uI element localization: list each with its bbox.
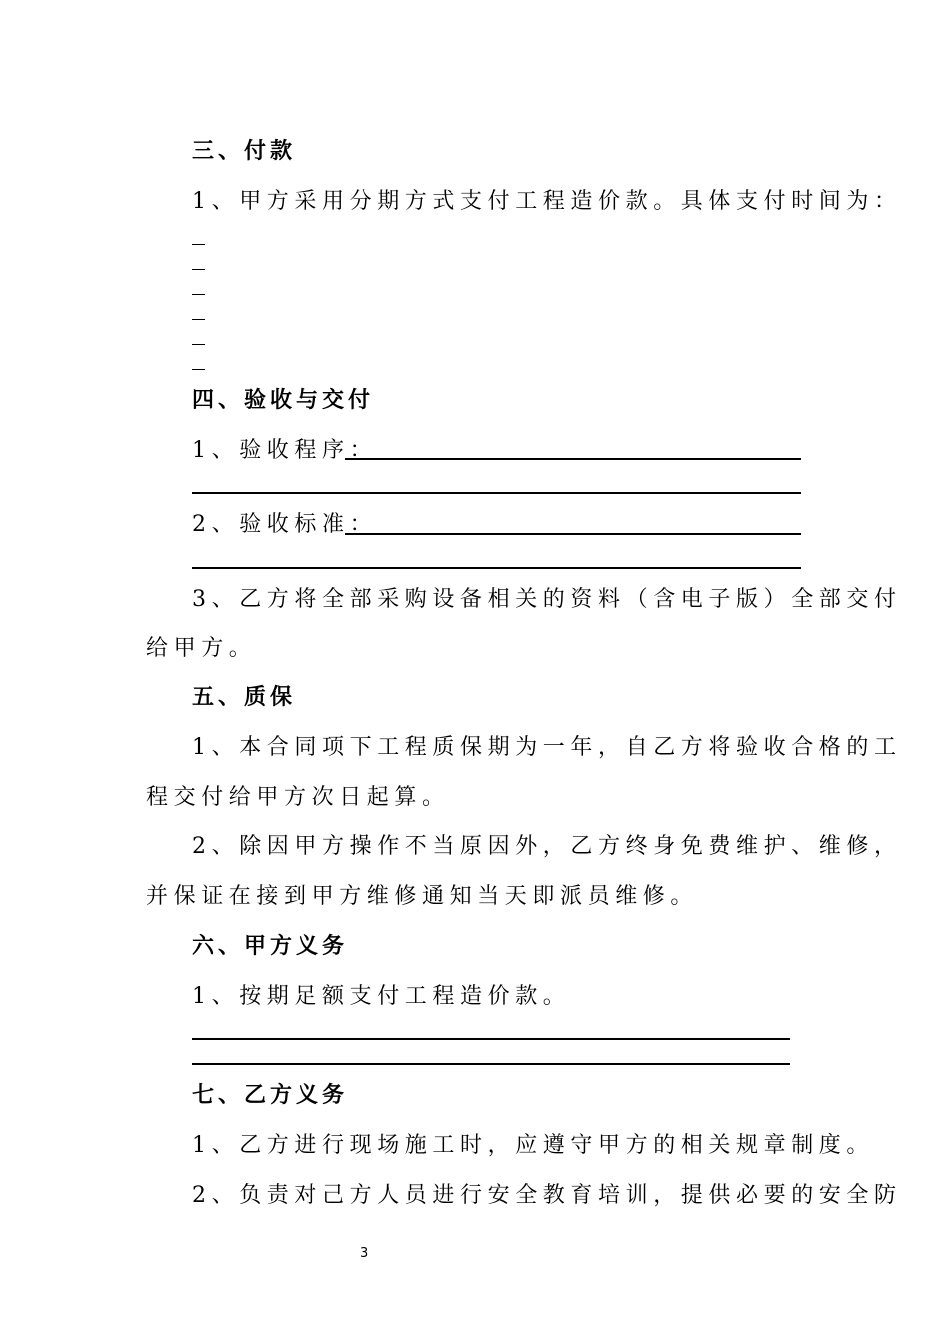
warranty-clause-1-line2: 程交付给甲方次日起算。 (146, 785, 450, 810)
blank-line-1 (192, 244, 205, 245)
acceptance-standard-fill-line-2 (192, 567, 801, 569)
acceptance-standard-fill-line (345, 533, 801, 535)
party-b-clause-2-line1: 2、负责对己方人员进行安全教育培训，提供必要的安全防 (192, 1183, 902, 1208)
party-a-fill-line-1 (192, 1038, 790, 1040)
section-heading-party-a-obligations: 六、甲方义务 (192, 934, 349, 959)
section-heading-warranty: 五、质保 (192, 685, 297, 710)
page-number: 3 (360, 1246, 369, 1261)
section-heading-acceptance: 四、验收与交付 (192, 388, 375, 413)
section-heading-payment: 三、付款 (192, 139, 297, 164)
party-a-clause-1: 1、按期足额支付工程造价款。 (192, 984, 571, 1009)
party-b-clause-1: 1、乙方进行现场施工时，应遵守甲方的相关规章制度。 (192, 1133, 874, 1158)
warranty-clause-2-line1: 2、除因甲方操作不当原因外，乙方终身免费维护、维修， (192, 834, 902, 859)
delivery-clause-3-line2: 给甲方。 (146, 636, 257, 661)
party-a-fill-line-2 (192, 1063, 790, 1065)
blank-line-5 (192, 344, 205, 345)
blank-line-2 (192, 269, 205, 270)
blank-line-4 (192, 319, 205, 320)
warranty-clause-2-line2: 并保证在接到甲方维修通知当天即派员维修。 (146, 884, 699, 909)
acceptance-procedure-fill-line-2 (192, 492, 801, 494)
acceptance-procedure-label: 1、验收程序： (192, 438, 378, 463)
acceptance-standard-label: 2、验收标准： (192, 512, 378, 537)
blank-line-3 (192, 294, 205, 295)
section-heading-party-b-obligations: 七、乙方义务 (192, 1083, 349, 1108)
blank-line-6 (192, 369, 205, 370)
payment-clause-1: 1、甲方采用分期方式支付工程造价款。具体支付时间为： (192, 189, 902, 214)
warranty-clause-1-line1: 1、本合同项下工程质保期为一年，自乙方将验收合格的工 (192, 735, 902, 760)
acceptance-procedure-fill-line (345, 458, 801, 460)
delivery-clause-3-line1: 3、乙方将全部采购设备相关的资料（含电子版）全部交付 (192, 587, 902, 612)
